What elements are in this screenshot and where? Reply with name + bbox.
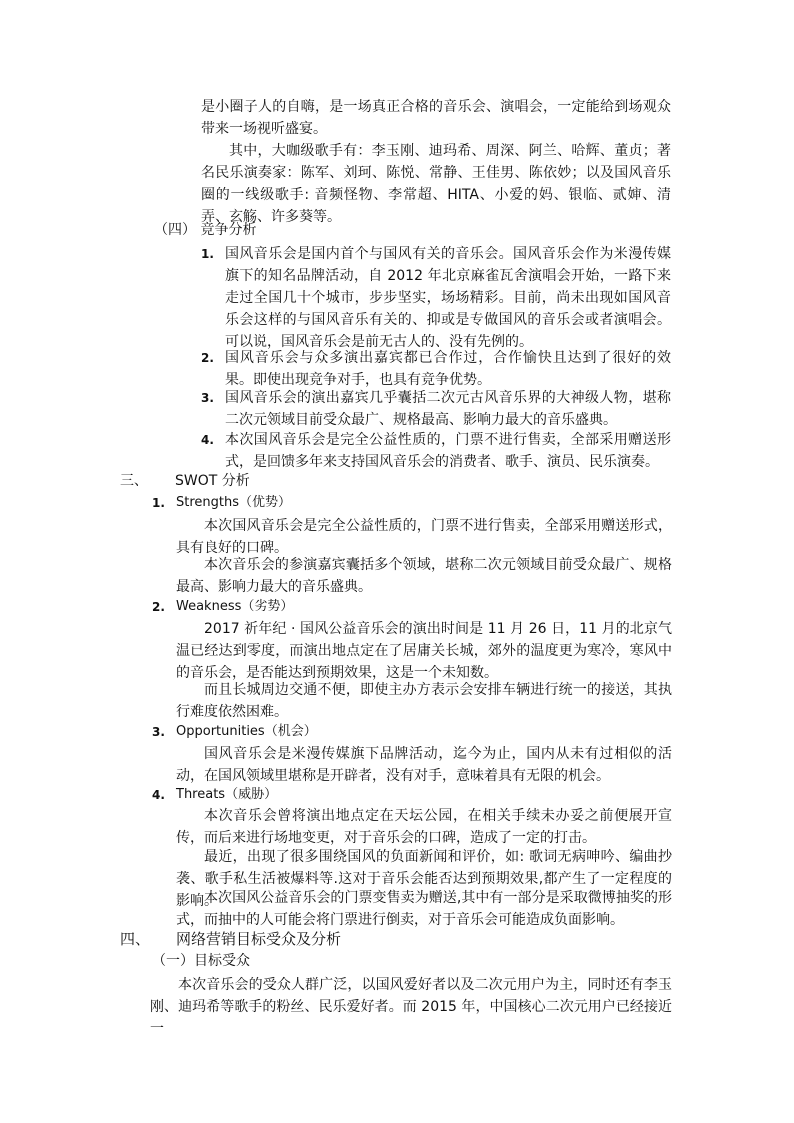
list-number: 2.: [201, 351, 214, 365]
list-item: 国风音乐会的演出嘉宾几乎囊括二次元古风音乐界的大神级人物，堪称二次元领域目前受众最广、规格最高、影响力最大的音乐盛典。: [225, 390, 671, 428]
threats-paragraph-1: 本次音乐会曾将演出地点定在天坛公园，在相关手续未办妥之前便展开宣传，而后来进行场地变更，对于音乐会的口碑，造成了一定的打击。: [176, 808, 672, 846]
strengths-paragraph-1: 本次国风音乐会是完全公益性质的，门票不进行售卖，全部采用赠送形式，具有良好的口碑。: [176, 518, 672, 556]
target-paragraph-1: 本次音乐会的受众人群广泛，以国风爱好者以及二次元用户为主，同时还有李玉刚、迪玛希等歌手的粉丝、民乐爱好者。而 2015 年，中国核心二次元用户已经接近一: [150, 977, 672, 1037]
list-number: 3.: [152, 725, 165, 739]
list-number: 1.: [201, 247, 214, 261]
section-heading-competition: （四） 竞争分析: [154, 222, 257, 238]
list-number: 4.: [201, 433, 214, 447]
list-number: 2.: [152, 600, 165, 614]
subheading-strengths: Strengths（优势）: [176, 495, 292, 510]
list-number: 4.: [152, 788, 165, 802]
opportunities-paragraph-1: 国风音乐会是米漫传媒旗下品牌活动，迄今为止，国内从未有过相似的活动，在国风领域里堪称是开辟者，没有对手，意味着具有无限的机会。: [176, 746, 672, 784]
subheading-threats: Threats（威胁）: [176, 787, 278, 802]
list-item: 国风音乐会与众多演出嘉宾都已合作过，合作愉快且达到了很好的效果。即使出现竞争对手，也具有竞争优势。: [225, 350, 671, 388]
threats-paragraph-3: 本次国风公益音乐会的门票变售卖为赠送,其中有一部分是采取微博抽奖的形式，而抽中的人可能会将门票进行倒卖，对于音乐会可能造成负面影响。: [176, 890, 672, 928]
section-number: 三、: [120, 473, 148, 489]
subheading-weakness: Weakness（劣势）: [176, 599, 294, 614]
subheading-target-audience: （一）目标受众: [152, 953, 250, 969]
intro-paragraph-1: 是小圈子人的自嗨，是一场真正合格的音乐会、演唱会，一定能给到场观众带来一场视听盛宴。: [201, 99, 671, 137]
weakness-paragraph-2: 而且长城周边交通不便，即使主办方表示会安排车辆进行统一的接送，其执行难度依然困难。: [176, 682, 672, 720]
list-item: 本次国风音乐会是完全公益性质的，门票不进行售卖，全部采用赠送形式，是回馈多年来支持国风音乐会的消费者、歌手、演员、民乐演奏。: [225, 432, 671, 470]
section-title-swot: SWOT 分析: [175, 473, 250, 489]
list-item: 国风音乐会是国内首个与国风有关的音乐会。国风音乐会作为米漫传媒旗下的知名品牌活动，自 2012 年北京麻雀瓦舍演唱会开始，一路下来走过全国几十个城市，步步坚实，场场精彩。目前，尚未出现如国风音乐会这样的与国风音乐有关的、抑或是专做国风的音乐会或者演唱会。可以说，国风音乐会是前无古人的、没有先例的。: [225, 246, 671, 350]
section-number: 四、: [120, 930, 151, 948]
threats-paragraph-2: 最近，出现了很多围绕国风的负面新闻和评价，如: 歌词无病呻吟、编曲抄袭、歌手私生活被爆料等.这对于音乐会能否达到预期效果,都产生了一定程度的影响。: [176, 849, 672, 909]
weakness-paragraph-1: 2017 祈年纪 · 国风公益音乐会的演出时间是 11 月 26 日，11 月的北京气温已经达到零度，而演出地点定在了居庸关长城，郊外的温度更为寒冷，寒风中的音乐会，是否能达到预期效果，这是一个未知数。: [176, 621, 672, 681]
intro-paragraph-2: 其中，大咖级歌手有：李玉刚、迪玛希、周深、阿兰、哈辉、董贞；著名民乐演奏家：陈军、刘珂、陈悦、常静、王佳男、陈依妙；以及国风音乐圈的一线级歌手: 音频怪物、李常超、HITA、小爱的妈、银临、贰婶、清弄、玄觞、许多葵等。: [201, 143, 671, 225]
list-number: 1.: [152, 496, 165, 510]
section-title-target: 网络营销目标受众及分析: [176, 930, 342, 948]
list-number: 3.: [201, 391, 214, 405]
strengths-paragraph-2: 本次音乐会的参演嘉宾囊括多个领域，堪称二次元领域目前受众最广、规格最高、影响力最大的音乐盛典。: [176, 557, 672, 595]
subheading-opportunities: Opportunities（机会）: [176, 724, 317, 739]
